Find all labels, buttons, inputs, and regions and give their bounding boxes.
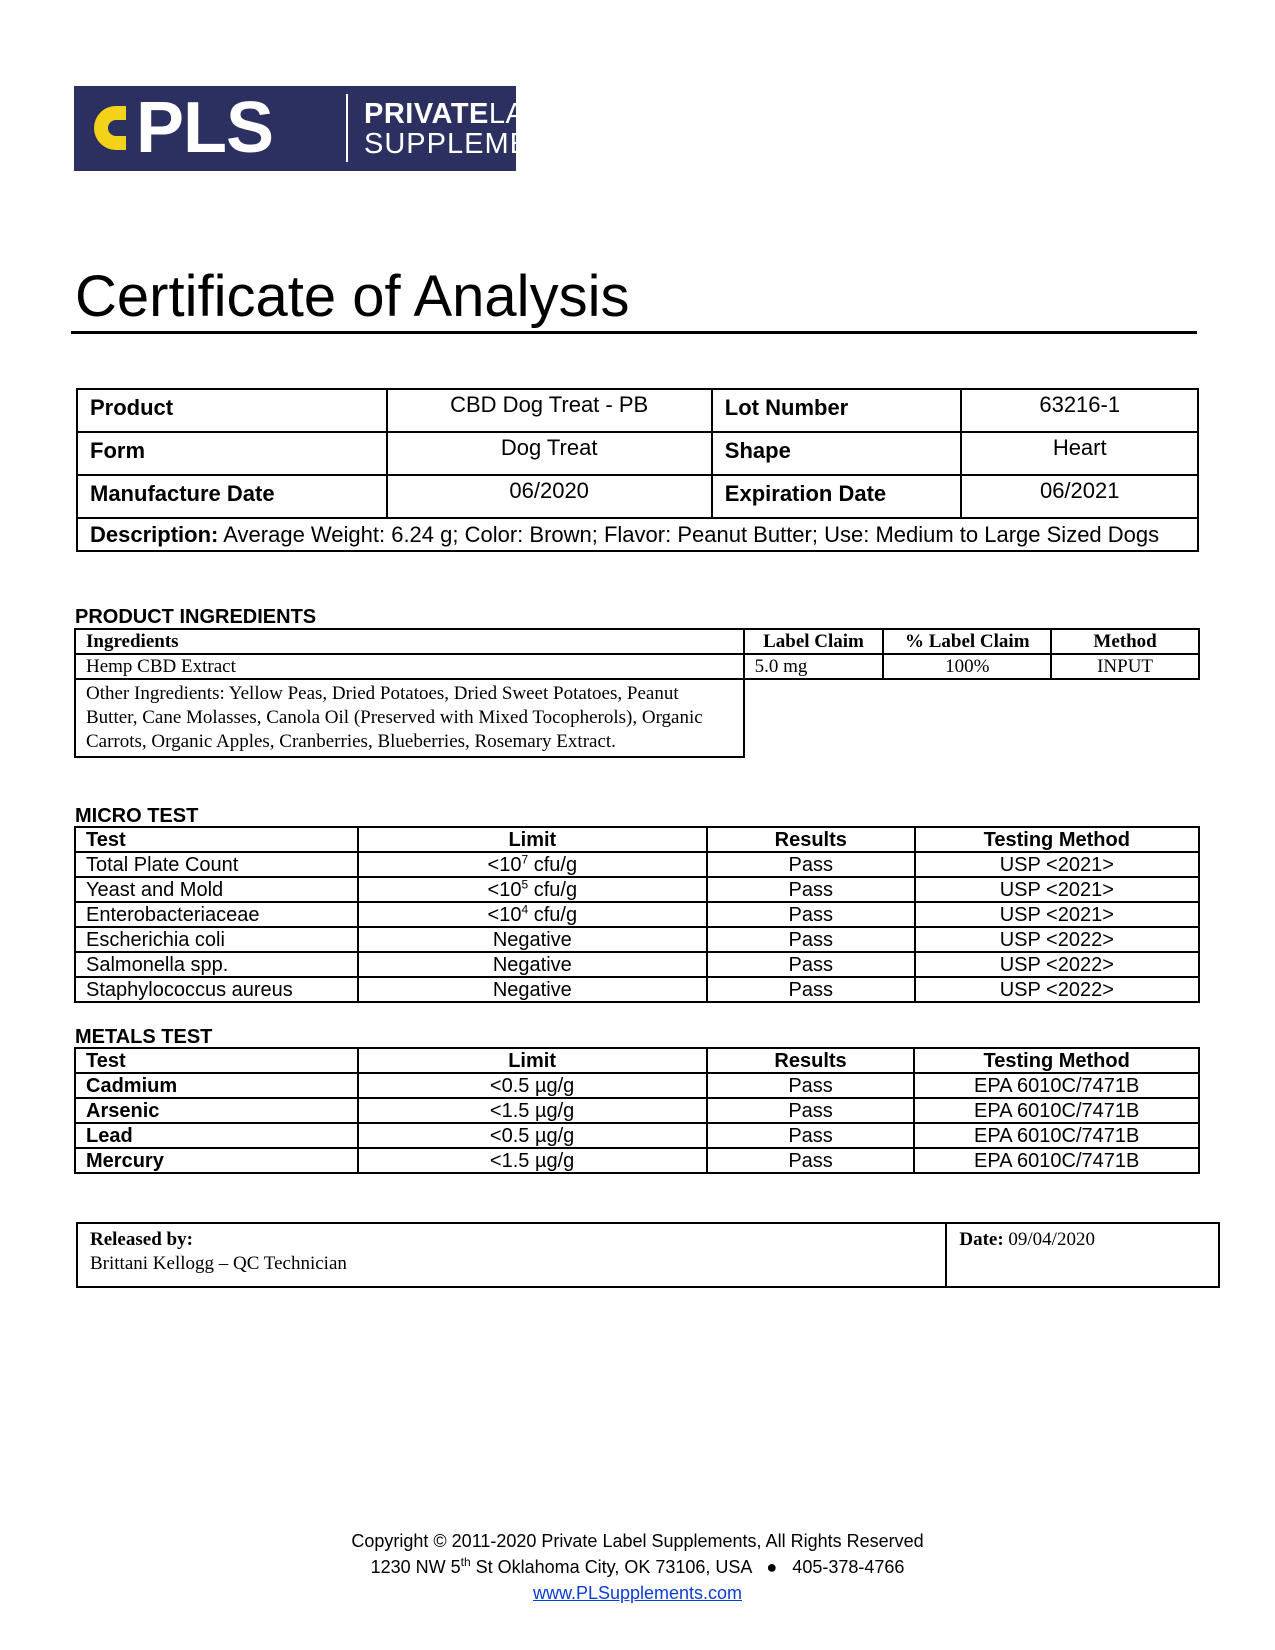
product-info-table: [76, 388, 1199, 552]
test-limit: Negative: [358, 927, 707, 952]
ingredient-label-claim: 5.0 mg: [744, 654, 884, 679]
empty-cell: [744, 679, 1199, 757]
table-row: [75, 1123, 1199, 1148]
test-result: Pass: [707, 1123, 915, 1148]
footer: [0, 1528, 1275, 1606]
test-result: Pass: [707, 977, 915, 1002]
test-limit: <0.5 µg/g: [358, 1123, 707, 1148]
micro-test-table: [74, 826, 1200, 1003]
test-limit: <0.5 µg/g: [358, 1073, 707, 1098]
footer-website-link[interactable]: www.PLSupplements.com: [532, 1583, 743, 1603]
ingredient-name: Hemp CBD Extract: [75, 654, 744, 679]
table-row: [77, 1223, 1219, 1287]
description-cell: [77, 518, 1198, 551]
test-result: Pass: [707, 902, 915, 927]
test-result: Pass: [707, 952, 915, 977]
test-result: Pass: [707, 1098, 915, 1123]
table-row: [77, 432, 1198, 475]
release-date-label: Date:: [959, 1229, 1004, 1250]
other-ingredients: Other Ingredients: Yellow Peas, Dried Potatoes, Dried Sweet Potatoes, Peanut Butter, Cane Molasses, Canola Oil (Preserved with Mixed Tocopherols), Organic Carrots, Organic Apples, Cranberries, Blueberries, Rosemary Extract.: [75, 679, 744, 757]
test-method: USP <2021>: [915, 877, 1199, 902]
test-limit: Negative: [358, 952, 707, 977]
test-method: EPA 6010C/7471B: [914, 1123, 1199, 1148]
test-method: EPA 6010C/7471B: [914, 1148, 1199, 1173]
table-row: [75, 654, 1199, 679]
logo-divider: [346, 94, 348, 162]
company-logo: [74, 86, 591, 171]
test-name: Lead: [75, 1123, 358, 1148]
manufacture-date-value: 06/2020: [387, 475, 712, 518]
description-label: Description:: [90, 522, 219, 547]
shape-value: Heart: [961, 432, 1198, 475]
table-row: [75, 977, 1199, 1002]
released-by-name: Brittani Kellogg – QC Technician: [90, 1253, 347, 1274]
col-test: Test: [75, 827, 358, 852]
test-name: Arsenic: [75, 1098, 358, 1123]
test-limit: <1.5 µg/g: [358, 1098, 707, 1123]
footer-address: 1230 NW 5th St Oklahoma City, OK 73106, USA ● 405-378-4766: [370, 1555, 905, 1577]
col-limit: Limit: [358, 1048, 707, 1073]
col-testing-method: Testing Method: [915, 827, 1199, 852]
form-label: Form: [77, 432, 387, 475]
test-limit: <1.5 µg/g: [358, 1148, 707, 1173]
test-name: Cadmium: [75, 1073, 358, 1098]
test-limit: $<10^5$ cfu/g: [358, 877, 707, 902]
table-row: [75, 927, 1199, 952]
release-date-cell: [946, 1223, 1219, 1287]
table-row: [75, 902, 1199, 927]
table-row: [77, 475, 1198, 518]
test-result: Pass: [707, 927, 915, 952]
lot-value: 63216-1: [961, 389, 1198, 432]
table-row: [77, 389, 1198, 432]
ingredient-method: INPUT: [1051, 654, 1199, 679]
product-value: CBD Dog Treat - PB: [387, 389, 712, 432]
form-value: Dog Treat: [387, 432, 712, 475]
ingredients-table: [74, 628, 1200, 758]
title-divider: [71, 331, 1197, 334]
test-name: Enterobacteriaceae: [75, 902, 358, 927]
footer-copyright: Copyright © 2011-2020 Private Label Supplements, All Rights Reserved: [351, 1531, 924, 1551]
release-date-value: 09/04/2020: [1003, 1229, 1095, 1250]
col-testing-method: Testing Method: [914, 1048, 1199, 1073]
test-method: USP <2022>: [915, 977, 1199, 1002]
col-method: Method: [1051, 629, 1199, 654]
table-row: [75, 952, 1199, 977]
table-row: [75, 852, 1199, 877]
ingredients-section-title: PRODUCT INGREDIENTS: [75, 606, 317, 628]
test-name: Total Plate Count: [75, 852, 358, 877]
col-label-claim: Label Claim: [744, 629, 884, 654]
logo-pls-text: PLS: [136, 88, 274, 168]
table-row: [75, 1148, 1199, 1173]
col-test: Test: [75, 1048, 358, 1073]
ingredient-pct-claim: 100%: [883, 654, 1051, 679]
logo-line1: PRIVATELABEL: [364, 98, 582, 130]
test-method: USP <2021>: [915, 902, 1199, 927]
test-limit: $<10^4$ cfu/g: [358, 902, 707, 927]
test-limit: Negative: [358, 977, 707, 1002]
metals-section-title: METALS TEST: [75, 1026, 213, 1048]
table-row: [75, 877, 1199, 902]
table-row: [75, 1098, 1199, 1123]
test-method: EPA 6010C/7471B: [914, 1098, 1199, 1123]
manufacture-date-label: Manufacture Date: [77, 475, 387, 518]
test-result: Pass: [707, 877, 915, 902]
released-by-label: Released by:: [90, 1229, 193, 1250]
shape-label: Shape: [712, 432, 962, 475]
test-name: Salmonella spp.: [75, 952, 358, 977]
micro-section-title: MICRO TEST: [75, 805, 199, 827]
table-row: [75, 1073, 1199, 1098]
expiration-date-value: 06/2021: [961, 475, 1198, 518]
table-row: [75, 679, 1199, 757]
description-text: Average Weight: 6.24 g; Color: Brown; Flavor: Peanut Butter; Use: Medium to Large Sized Dogs: [218, 522, 1160, 547]
test-name: Staphylococcus aureus: [75, 977, 358, 1002]
test-result: Pass: [707, 1148, 915, 1173]
expiration-date-label: Expiration Date: [712, 475, 962, 518]
table-header-row: [75, 827, 1199, 852]
test-method: USP <2021>: [915, 852, 1199, 877]
test-result: Pass: [707, 852, 915, 877]
released-by-cell: [77, 1223, 946, 1287]
table-header-row: [75, 629, 1199, 654]
metals-test-table: [74, 1047, 1200, 1174]
test-name: Escherichia coli: [75, 927, 358, 952]
test-result: Pass: [707, 1073, 915, 1098]
table-row: [77, 518, 1198, 551]
page-title: Certificate of Analysis: [75, 264, 630, 329]
test-method: EPA 6010C/7471B: [914, 1073, 1199, 1098]
test-name: Mercury: [75, 1148, 358, 1173]
product-label: Product: [77, 389, 387, 432]
col-pct-label-claim: % Label Claim: [883, 629, 1051, 654]
lot-label: Lot Number: [712, 389, 962, 432]
test-method: USP <2022>: [915, 927, 1199, 952]
test-name: Yeast and Mold: [75, 877, 358, 902]
logo-line2: SUPPLEMENTS: [364, 128, 591, 160]
test-method: USP <2022>: [915, 952, 1199, 977]
col-ingredients: Ingredients: [75, 629, 744, 654]
col-results: Results: [707, 827, 915, 852]
table-header-row: [75, 1048, 1199, 1073]
test-limit: $<10^7$ cfu/g: [358, 852, 707, 877]
col-results: Results: [707, 1048, 915, 1073]
release-box: [76, 1222, 1220, 1288]
col-limit: Limit: [358, 827, 707, 852]
